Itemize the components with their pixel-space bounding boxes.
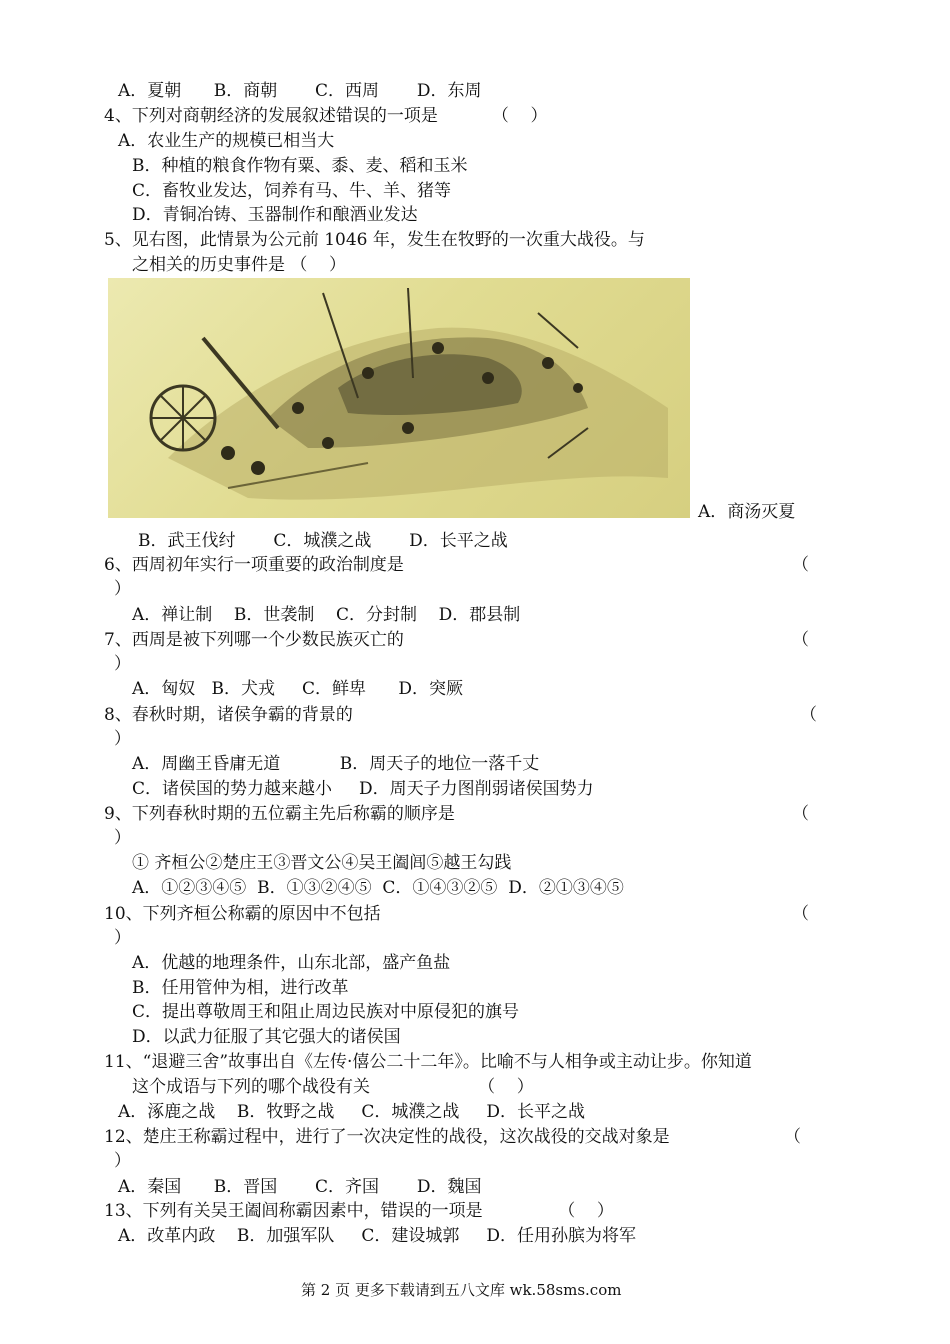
q9-paren-right: ）: [114, 828, 131, 848]
q11-stem-line2: 这个成语与下列的哪个战役有关 （ ）: [132, 1077, 534, 1097]
q13-stem: 13、下列有关吴王阖闾称霸因素中，错误的一项是 （ ）: [104, 1201, 614, 1221]
q10-option-b: B．任用管仲为相，进行改革: [132, 978, 349, 998]
q8-options-ab: A．周幽王昏庸无道 B．周天子的地位一落千丈: [132, 754, 540, 774]
q5-stem-line2: 之相关的历史事件是 （ ）: [132, 255, 347, 275]
q7-paren-left: （: [792, 630, 809, 650]
q10-stem: 10、下列齐桓公称霸的原因中不包括: [104, 904, 381, 924]
q10-option-c: C．提出尊敬周王和阻止周边民族对中原侵犯的旗号: [132, 1002, 520, 1022]
q12-options: A．秦国 B．晋国 C．齐国 D．魏国: [118, 1177, 482, 1197]
q9-options: A．①②③④⑤ B．①③②④⑤ C．①④③②⑤ D．②①③④⑤: [132, 878, 624, 898]
q7-stem: 7、西周是被下列哪一个少数民族灭亡的: [104, 630, 404, 650]
q4-option-a: A．农业生产的规模已相当大: [118, 131, 335, 151]
q4-option-d: D．青铜冶铸、玉器制作和酿酒业发达: [132, 205, 418, 225]
q8-paren-right: ）: [114, 729, 131, 749]
q10-paren-left: （: [792, 904, 809, 924]
q11-stem-line1: 11、“退避三舍”故事出自《左传·僖公二十二年》。比喻不与人相争或主动让步。你知道: [104, 1052, 752, 1072]
q7-paren-right: ）: [114, 654, 131, 674]
q6-options: A．禅让制 B．世袭制 C．分封制 D．郡县制: [132, 605, 521, 625]
q8-options-cd: C．诸侯国的势力越来越小 D．周天子力图削弱诸侯国势力: [132, 779, 594, 799]
q10-paren-right: ）: [114, 928, 131, 948]
q5-options-bcd: B．武王伐纣 C．城濮之战 D．长平之战: [138, 531, 508, 551]
q4-option-b: B．种植的粮食作物有粟、黍、麦、稻和玉米: [132, 156, 468, 176]
page-footer: 第 2 页 更多下载请到五八文库 wk.58sms.com: [301, 1281, 622, 1299]
q12-paren-left: （: [784, 1127, 801, 1147]
q7-options: A．匈奴 B．犬戎 C．鲜卑 D．突厥: [132, 679, 464, 699]
q4-option-c: C．畜牧业发达，饲养有马、牛、羊、猪等: [132, 181, 452, 201]
q9-paren-left: （: [792, 804, 809, 824]
battle-scene-illustration: [108, 278, 690, 518]
q10-option-a: A．优越的地理条件，山东北部，盛产鱼盐: [132, 953, 451, 973]
q13-options: A．改革内政 B．加强军队 C．建设城郭 D．任用孙膑为将军: [118, 1226, 637, 1246]
q11-options: A．涿鹿之战 B．牧野之战 C．城濮之战 D．长平之战: [118, 1102, 586, 1122]
q6-paren-right: ）: [114, 579, 131, 599]
q6-stem: 6、西周初年实行一项重要的政治制度是: [104, 555, 404, 575]
q5-stem-line1: 5、见右图，此情景为公元前 1046 年，发生在牧野的一次重大战役。与: [104, 230, 645, 250]
q12-stem: 12、楚庄王称霸过程中，进行了一次决定性的战役，这次战役的交战对象是: [104, 1127, 670, 1147]
q8-paren-left: （: [800, 705, 817, 725]
q3-options: A．夏朝 B．商朝 C．西周 D．东周: [118, 81, 482, 101]
battle-painting: [108, 278, 690, 518]
q9-list: ① 齐桓公②楚庄王③晋文公④吴王阖闾⑤越王勾践: [132, 853, 512, 873]
q10-option-d: D．以武力征服了其它强大的诸侯国: [132, 1027, 401, 1047]
q6-paren-left: （: [792, 555, 809, 575]
q12-paren-right: ）: [114, 1151, 131, 1171]
q8-stem: 8、春秋时期，诸侯争霸的背景的: [104, 705, 353, 725]
q9-stem: 9、下列春秋时期的五位霸主先后称霸的顺序是: [104, 804, 455, 824]
q5-option-a: A．商汤灭夏: [698, 502, 796, 522]
q4-stem: 4、下列对商朝经济的发展叙述错误的一项是 （ ）: [104, 106, 548, 126]
